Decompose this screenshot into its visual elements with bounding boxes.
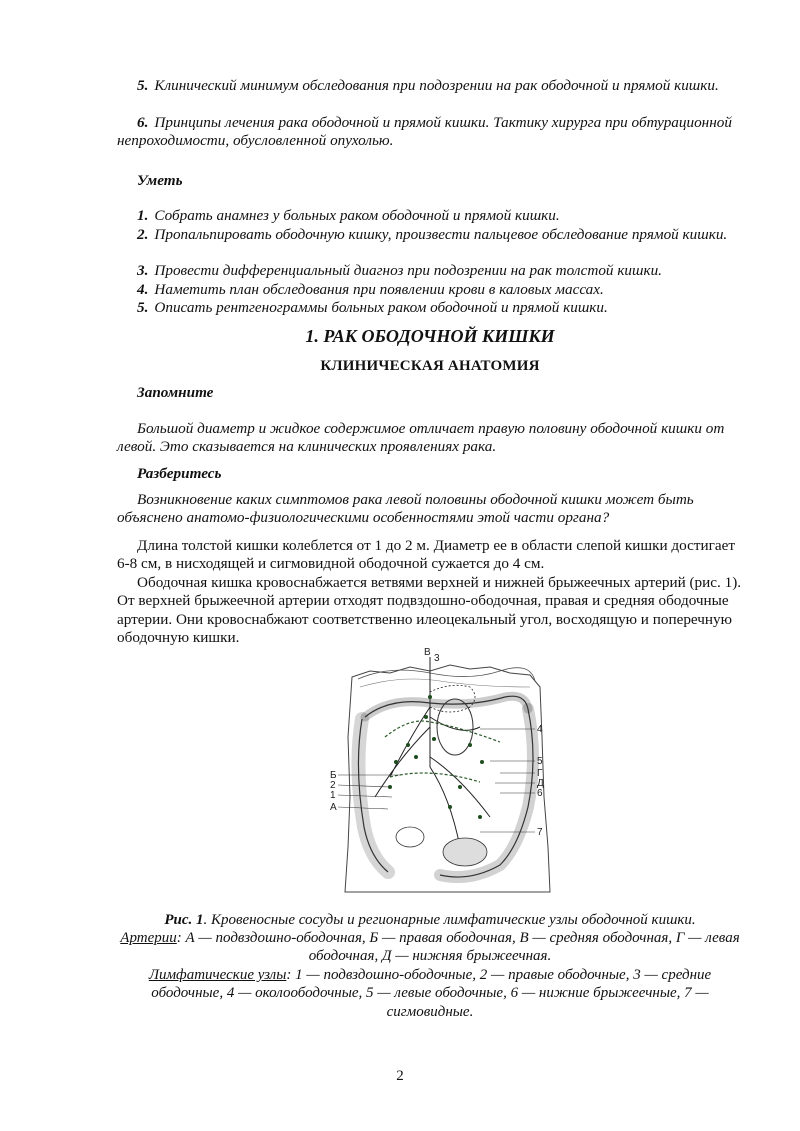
- transverse-colon: [365, 696, 528, 717]
- remember-heading: Запомните: [137, 384, 214, 401]
- body-paragraph-2: Ободочная кишка кровоснабжается ветвями верхней и нижней брыжеечных артерий (рис. 1). От верхней брыжеечной артерии отходят подвздошно-ободочная, правая и средняя ободочные артерии. Они кровоснабжают соответственно илеоцекальный угол, восходящую и поперечную ободочную кишки.: [117, 574, 742, 647]
- figure-label-3: 3: [434, 653, 440, 664]
- figure-caption-arteries: Артерии: А — подвздошно-ободочная, Б — правая ободочная, В — средняя ободочная, Г — левая ободочная, Д — нижняя брыжеечная.: [120, 930, 740, 965]
- know-item-5: 5. Клинический минимум обследования при подозрении на рак ободочной и прямой кишки.: [137, 77, 719, 94]
- skills-heading: Уметь: [137, 172, 183, 189]
- know-item-6: 6. Принципы лечения рака ободочной и прямой кишки. Тактику хирурга при обтурационной непроходимости, обусловленной опухолью.: [117, 114, 732, 150]
- figure-label-6: 6: [537, 788, 543, 799]
- mesenteric-vessels: [375, 657, 490, 847]
- skill-item-1: 1. Собрать анамнез у больных раком ободочной и прямой кишки.: [137, 207, 560, 224]
- figure-label-5: 5: [537, 756, 543, 767]
- colon-vessels-figure: [330, 647, 555, 907]
- figure-caption-nodes: Лимфатические узлы: 1 — подвздошно-ободочные, 2 — правые ободочные, 3 — средние ободочные, 4 — околоободочные, 5 — левые ободочные, 6 — нижние брыжеечные, 7 — сигмовидные.: [148, 967, 712, 1020]
- ascending-colon: [358, 719, 388, 872]
- body-paragraph-1: Длина толстой кишки колеблется от 1 до 2 м. Диаметр ее в области слепой кишки достигает 6-8 см, в нисходящей и сигмовидной ободочной сужается до 4 см.: [117, 537, 735, 573]
- figure-caption-title: Рис. 1. Кровеносные сосуды и регионарные лимфатические узлы ободочной кишки.: [164, 912, 696, 928]
- figure-label-d: Д: [537, 778, 544, 789]
- figure-label-b: Б: [330, 770, 337, 781]
- skill-item-2: 2. Пропальпировать ободочную кишку, произвести пальцевое обследование прямой кишки.: [137, 226, 728, 243]
- analyze-text: Возникновение каких симптомов рака левой половины ободочной кишки может быть объяснено анатомо-физиологическими особенностями этой части органа?: [117, 491, 694, 527]
- figure-label-g: Г: [537, 768, 543, 779]
- skill-item-4: 4. Наметить план обследования при появлении крови в каловых массах.: [137, 281, 604, 298]
- section-title: КЛИНИЧЕСКАЯ АНАТОМИЯ: [320, 358, 540, 374]
- figure-label-7: 7: [537, 827, 543, 838]
- figure-label-4: 4: [537, 724, 543, 735]
- skill-item-5: 5. Описать рентгенограммы больных раком ободочной и прямой кишки.: [137, 299, 608, 316]
- page-number: 2: [396, 1068, 404, 1084]
- analyze-heading: Разберитесь: [137, 465, 222, 482]
- figure-label-1: 1: [330, 790, 336, 801]
- skill-item-3: 3. Провести дифференциальный диагноз при подозрении на рак толстой кишки.: [137, 262, 662, 279]
- remember-text: Большой диаметр и жидкое содержимое отличает правую половину ободочной кишки от левой. Это сказывается на клинических проявлениях рака.: [117, 420, 725, 456]
- figure-label-2: 2: [330, 780, 336, 791]
- chapter-title: 1. РАК ОБОДОЧНОЙ КИШКИ: [305, 326, 555, 346]
- figure-label-v: В: [424, 647, 431, 658]
- figure-label-a: А: [330, 802, 337, 813]
